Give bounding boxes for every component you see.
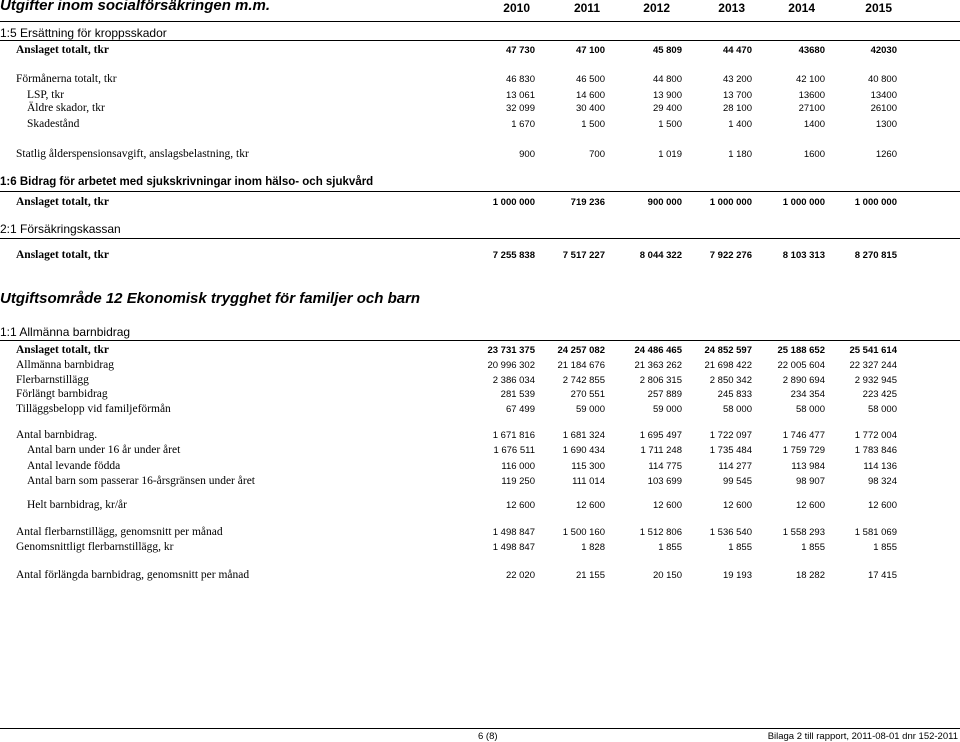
row-value: 2 386 034 bbox=[492, 375, 535, 386]
row-value: 21 698 422 bbox=[704, 360, 752, 371]
row-value: 12 600 bbox=[867, 500, 897, 511]
expenditure-area-title: Utgiftsområde 12 Ekonomisk trygghet för familjer och barn bbox=[0, 290, 421, 307]
row-label: Antal levande födda bbox=[27, 460, 121, 472]
section-rule bbox=[0, 340, 960, 341]
row-value: 8 103 313 bbox=[782, 250, 825, 261]
row-value: 13 061 bbox=[505, 90, 535, 101]
row-value: 44 800 bbox=[652, 74, 682, 85]
row-value: 2 890 694 bbox=[782, 375, 825, 386]
row-value: 1 711 248 bbox=[640, 445, 682, 456]
row-value: 1 581 069 bbox=[854, 527, 897, 538]
row-value: 24 486 465 bbox=[634, 345, 682, 356]
row-value: 281 539 bbox=[500, 389, 535, 400]
row-value: 900 bbox=[519, 149, 535, 160]
row-value: 43680 bbox=[798, 45, 825, 56]
row-label: Tilläggsbelopp vid familjeförmån bbox=[16, 403, 171, 415]
row-value: 119 250 bbox=[501, 476, 535, 487]
row-value: 27100 bbox=[798, 103, 825, 114]
row-value: 12 600 bbox=[722, 500, 752, 511]
row-value: 2 806 315 bbox=[639, 375, 682, 386]
page-title: Utgifter inom socialförsäkringen m.m. bbox=[0, 0, 271, 14]
row-value: 25 188 652 bbox=[777, 345, 825, 356]
row-value: 1 512 806 bbox=[639, 527, 682, 538]
row-value: 1 681 324 bbox=[562, 430, 605, 441]
row-value: 115 300 bbox=[571, 461, 605, 472]
row-value: 1 722 097 bbox=[709, 430, 752, 441]
row-value: 1 000 000 bbox=[709, 197, 752, 208]
row-value: 47 730 bbox=[505, 45, 535, 56]
row-value: 21 363 262 bbox=[634, 360, 682, 371]
row-value: 47 100 bbox=[575, 45, 605, 56]
row-value: 17 415 bbox=[867, 570, 897, 581]
row-label: Förlängt barnbidrag bbox=[16, 388, 108, 400]
row-value: 22 327 244 bbox=[849, 360, 897, 371]
row-label: Helt barnbidrag, kr/år bbox=[27, 499, 127, 511]
row-label: LSP, tkr bbox=[27, 89, 65, 101]
row-value: 24 257 082 bbox=[557, 345, 605, 356]
row-label: Genomsnittligt flerbarnstillägg, kr bbox=[16, 541, 174, 553]
row-value: 44 470 bbox=[722, 45, 752, 56]
row-value: 58 000 bbox=[867, 404, 897, 415]
row-label: Flerbarnstillägg bbox=[16, 374, 89, 386]
section-title-2-1: 2:1 Försäkringskassan bbox=[0, 222, 121, 236]
row-value: 12 600 bbox=[795, 500, 825, 511]
row-label: Allmänna barnbidrag bbox=[16, 359, 115, 371]
row-value: 700 bbox=[589, 149, 605, 160]
section-rule bbox=[0, 238, 960, 239]
row-value: 98 324 bbox=[867, 476, 897, 487]
row-value: 2 742 855 bbox=[562, 375, 605, 386]
row-label: Förmånerna totalt, tkr bbox=[16, 73, 117, 85]
row-value: 58 000 bbox=[722, 404, 752, 415]
row-value: 1600 bbox=[803, 149, 825, 160]
row-value: 1 400 bbox=[728, 119, 752, 130]
row-value: 2 932 945 bbox=[854, 375, 897, 386]
row-value: 111 014 bbox=[572, 476, 605, 487]
row-value: 8 270 815 bbox=[854, 250, 897, 261]
year-header: 2014 bbox=[788, 1, 815, 15]
row-label: Antal barn som passerar 16-årsgränsen under året bbox=[27, 475, 255, 487]
row-value: 29 400 bbox=[652, 103, 682, 114]
row-label: Antal förlängda barnbidrag, genomsnitt per månad bbox=[16, 569, 250, 581]
row-value: 1 498 847 bbox=[492, 527, 535, 538]
row-value: 22 020 bbox=[505, 570, 535, 581]
row-value: 21 155 bbox=[575, 570, 605, 581]
row-value: 32 099 bbox=[505, 103, 535, 114]
row-label: Skadestånd bbox=[27, 118, 80, 130]
row-value: 24 852 597 bbox=[704, 345, 752, 356]
row-value: 1 828 bbox=[581, 542, 605, 553]
row-value: 13400 bbox=[870, 90, 897, 101]
row-value: 20 150 bbox=[652, 570, 682, 581]
row-value: 1 759 729 bbox=[782, 445, 825, 456]
row-value: 1 855 bbox=[873, 542, 897, 553]
row-value: 12 600 bbox=[652, 500, 682, 511]
section-rule bbox=[0, 40, 960, 41]
row-value: 23 731 375 bbox=[487, 345, 535, 356]
row-value: 59 000 bbox=[575, 404, 605, 415]
row-label: Antal flerbarnstillägg, genomsnitt per månad bbox=[16, 526, 223, 538]
row-value: 7 517 227 bbox=[562, 250, 605, 261]
row-label: Äldre skador, tkr bbox=[27, 102, 105, 114]
row-value: 22 005 604 bbox=[777, 360, 825, 371]
row-value: 21 184 676 bbox=[557, 360, 605, 371]
row-label: Anslaget totalt, tkr bbox=[16, 344, 109, 356]
row-value: 42030 bbox=[870, 45, 897, 56]
row-value: 114 277 bbox=[718, 461, 752, 472]
row-value: 1 746 477 bbox=[782, 430, 825, 441]
row-value: 13 900 bbox=[652, 90, 682, 101]
row-value: 14 600 bbox=[575, 90, 605, 101]
row-value: 18 282 bbox=[795, 570, 825, 581]
year-header: 2010 bbox=[503, 1, 530, 15]
row-value: 46 500 bbox=[575, 74, 605, 85]
row-value: 40 800 bbox=[867, 74, 897, 85]
row-value: 28 100 bbox=[722, 103, 752, 114]
row-value: 43 200 bbox=[722, 74, 752, 85]
row-value: 59 000 bbox=[652, 404, 682, 415]
row-label: Anslaget totalt, tkr bbox=[16, 196, 109, 208]
row-value: 13600 bbox=[798, 90, 825, 101]
row-value: 234 354 bbox=[790, 389, 825, 400]
row-value: 1 783 846 bbox=[854, 445, 897, 456]
row-value: 1 676 511 bbox=[493, 445, 535, 456]
row-value: 223 425 bbox=[862, 389, 897, 400]
row-value: 1 180 bbox=[728, 149, 752, 160]
row-label: Statlig ålderspensionsavgift, anslagsbelastning, tkr bbox=[16, 148, 249, 160]
row-value: 98 907 bbox=[795, 476, 825, 487]
row-value: 116 000 bbox=[501, 461, 535, 472]
row-value: 20 996 302 bbox=[487, 360, 535, 371]
row-value: 1260 bbox=[875, 149, 897, 160]
row-value: 1 500 bbox=[581, 119, 605, 130]
row-value: 1 000 000 bbox=[492, 197, 535, 208]
year-header: 2015 bbox=[865, 1, 892, 15]
row-value: 1 019 bbox=[658, 149, 682, 160]
row-value: 114 775 bbox=[648, 461, 682, 472]
row-value: 26100 bbox=[870, 103, 897, 114]
row-label: Antal barn under 16 år under året bbox=[27, 444, 181, 456]
row-label: Antal barnbidrag. bbox=[16, 429, 98, 441]
row-value: 1 670 bbox=[511, 119, 535, 130]
row-value: 1 558 293 bbox=[782, 527, 825, 538]
row-value: 19 193 bbox=[722, 570, 752, 581]
row-value: 1 855 bbox=[728, 542, 752, 553]
row-label: Anslaget totalt, tkr bbox=[16, 249, 109, 261]
section-title-1-5: 1:5 Ersättning för kroppsskador bbox=[0, 26, 167, 40]
section-rule bbox=[0, 191, 960, 192]
year-header: 2013 bbox=[718, 1, 745, 15]
row-value: 8 044 322 bbox=[639, 250, 682, 261]
row-value: 1 671 816 bbox=[492, 430, 535, 441]
row-value: 1 500 160 bbox=[562, 527, 605, 538]
row-value: 900 000 bbox=[647, 197, 682, 208]
row-value: 1 536 540 bbox=[709, 527, 752, 538]
row-value: 25 541 614 bbox=[849, 345, 897, 356]
row-label: Anslaget totalt, tkr bbox=[16, 44, 109, 56]
row-value: 7 922 276 bbox=[709, 250, 752, 261]
row-value: 30 400 bbox=[575, 103, 605, 114]
row-value: 58 000 bbox=[795, 404, 825, 415]
row-value: 1 695 497 bbox=[639, 430, 682, 441]
row-value: 45 809 bbox=[652, 45, 682, 56]
row-value: 114 136 bbox=[863, 461, 897, 472]
section-title-1-1: 1:1 Allmänna barnbidrag bbox=[0, 325, 131, 339]
row-value: 12 600 bbox=[575, 500, 605, 511]
row-value: 42 100 bbox=[795, 74, 825, 85]
row-value: 1300 bbox=[875, 119, 897, 130]
year-header: 2012 bbox=[643, 1, 670, 15]
row-value: 12 600 bbox=[505, 500, 535, 511]
row-value: 67 499 bbox=[505, 404, 535, 415]
document-reference: Bilaga 2 till rapport, 2011-08-01 dnr 152-2011 bbox=[767, 731, 958, 742]
row-value: 257 889 bbox=[647, 389, 682, 400]
page-number: 6 (8) bbox=[478, 731, 498, 742]
row-value: 270 551 bbox=[570, 389, 605, 400]
footer-rule bbox=[0, 728, 960, 729]
row-value: 1 498 847 bbox=[492, 542, 535, 553]
row-value: 1 500 bbox=[658, 119, 682, 130]
row-value: 2 850 342 bbox=[709, 375, 752, 386]
row-value: 1400 bbox=[803, 119, 825, 130]
row-value: 1 000 000 bbox=[854, 197, 897, 208]
row-value: 103 699 bbox=[647, 476, 682, 487]
row-value: 719 236 bbox=[570, 197, 605, 208]
row-value: 245 833 bbox=[717, 389, 752, 400]
section-title-1-6: 1:6 Bidrag för arbetet med sjukskrivningar inom hälso- och sjukvård bbox=[0, 176, 374, 188]
row-value: 1 772 004 bbox=[854, 430, 897, 441]
header-rule bbox=[0, 21, 960, 22]
row-value: 1 855 bbox=[658, 542, 682, 553]
row-value: 113 984 bbox=[791, 461, 825, 472]
row-value: 1 735 484 bbox=[709, 445, 752, 456]
row-value: 13 700 bbox=[722, 90, 752, 101]
year-header: 2011 bbox=[573, 1, 600, 15]
row-value: 46 830 bbox=[505, 74, 535, 85]
row-value: 1 690 434 bbox=[562, 445, 605, 456]
row-value: 1 855 bbox=[801, 542, 825, 553]
row-value: 99 545 bbox=[722, 476, 752, 487]
row-value: 1 000 000 bbox=[782, 197, 825, 208]
row-value: 7 255 838 bbox=[492, 250, 535, 261]
